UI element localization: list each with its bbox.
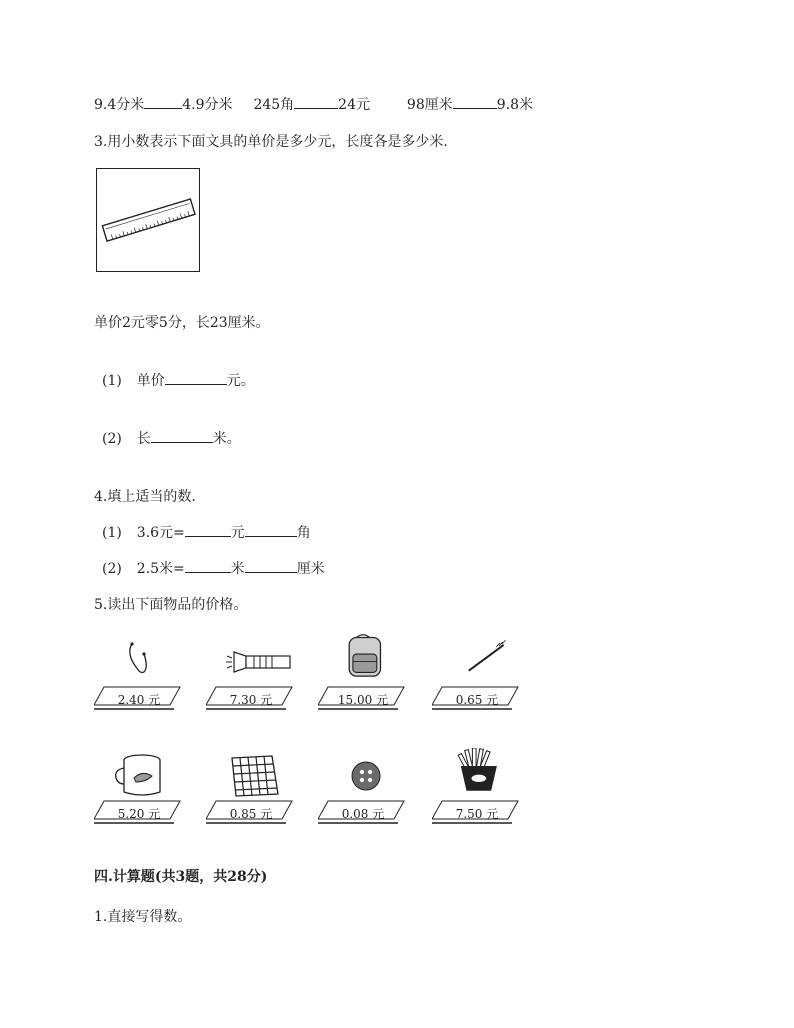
compare-a-left: 9.4分米	[94, 97, 145, 113]
q4-title: 4.填上适当的数.	[94, 489, 196, 505]
compare-b-blank[interactable]	[294, 96, 338, 109]
compare-c-left: 98厘米	[406, 97, 453, 113]
compare-a-blank[interactable]	[144, 96, 182, 109]
q3-sub1-blank[interactable]	[165, 372, 227, 385]
ruler-icon	[97, 169, 201, 273]
q4-sub1-unit1: 元	[230, 525, 245, 541]
price-label: 0.65 元	[455, 693, 499, 707]
mug-icon	[94, 752, 184, 798]
price-label: 15.00 元	[337, 693, 389, 707]
price-label: 2.40 元	[117, 693, 161, 707]
ruler-picture	[96, 168, 200, 272]
compare-b-left: 245角	[253, 97, 295, 113]
button-icon	[318, 752, 408, 798]
q3-sub2-num: (2)	[102, 431, 122, 447]
q3-sub1	[102, 370, 255, 390]
price-label: 5.20 元	[117, 807, 161, 821]
item-necklace	[94, 638, 184, 718]
q4-sub2-left: 2.5米=	[136, 561, 185, 577]
toothbrush-icon	[432, 632, 522, 678]
q4-sub2-num: (2)	[102, 561, 122, 577]
q4-sub1-unit2: 角	[296, 525, 311, 541]
item-flashlight	[206, 638, 296, 718]
q3-sub2	[102, 428, 241, 448]
compare-c-blank[interactable]	[453, 96, 497, 109]
q3-sub1-num: (1)	[102, 373, 122, 389]
price-tag	[94, 800, 184, 828]
price-label: 0.08 元	[341, 807, 385, 821]
price-label: 7.50 元	[455, 807, 499, 821]
compare-c-right: 9.8米	[496, 97, 533, 113]
compare-b-right: 24元	[338, 97, 370, 113]
q4-sub1-left: 3.6元=	[136, 525, 185, 541]
section-title: 四.计算题(共3题，共28分)	[94, 869, 268, 885]
q4-sub2-blank2[interactable]	[245, 560, 297, 573]
price-tag	[318, 800, 408, 828]
item-toothbrush	[432, 632, 522, 712]
calc-q1: 1.直接写得数。	[94, 909, 192, 925]
compare-a-right: 4.9分米	[182, 97, 233, 113]
item-mug	[94, 752, 184, 832]
q4-sub2-unit2: 厘米	[296, 561, 325, 577]
backpack-icon	[318, 632, 408, 678]
q4-sub2	[102, 558, 325, 578]
price-tag	[206, 800, 296, 828]
price-tag	[318, 686, 408, 714]
item-fries	[432, 748, 522, 828]
necklace-icon	[94, 638, 184, 684]
q4-sub1-blank1[interactable]	[185, 524, 231, 537]
price-tag	[206, 686, 296, 714]
compare-line	[94, 94, 533, 114]
q3-title: 3.用小数表示下面文具的单价是多少元，长度各是多少米.	[94, 134, 448, 150]
price-label: 7.30 元	[229, 693, 273, 707]
q4-sub1-blank2[interactable]	[245, 524, 297, 537]
q5-title: 5.读出下面物品的价格。	[94, 597, 248, 613]
item-button	[318, 752, 408, 832]
price-tag	[94, 686, 184, 714]
q3-sub1-label: 单价	[136, 373, 165, 389]
q4-sub2-blank1[interactable]	[185, 560, 231, 573]
handkerchief-icon	[206, 752, 296, 798]
q3-sub1-unit: 元。	[226, 373, 255, 389]
q3-sub2-label: 长	[136, 431, 151, 447]
q3-info: 单价2元零5分，长23厘米。	[94, 315, 270, 331]
price-label: 0.85 元	[229, 807, 273, 821]
price-tag	[432, 686, 522, 714]
item-handkerchief	[206, 752, 296, 832]
q4-sub2-unit1: 米	[230, 561, 245, 577]
q4-sub1-num: (1)	[102, 525, 122, 541]
q3-sub2-blank[interactable]	[151, 430, 213, 443]
flashlight-icon	[206, 638, 296, 684]
price-tag	[432, 800, 522, 828]
q3-sub2-unit: 米。	[212, 431, 241, 447]
fries-icon	[432, 748, 522, 794]
item-backpack	[318, 632, 408, 712]
q4-sub1	[102, 522, 311, 542]
